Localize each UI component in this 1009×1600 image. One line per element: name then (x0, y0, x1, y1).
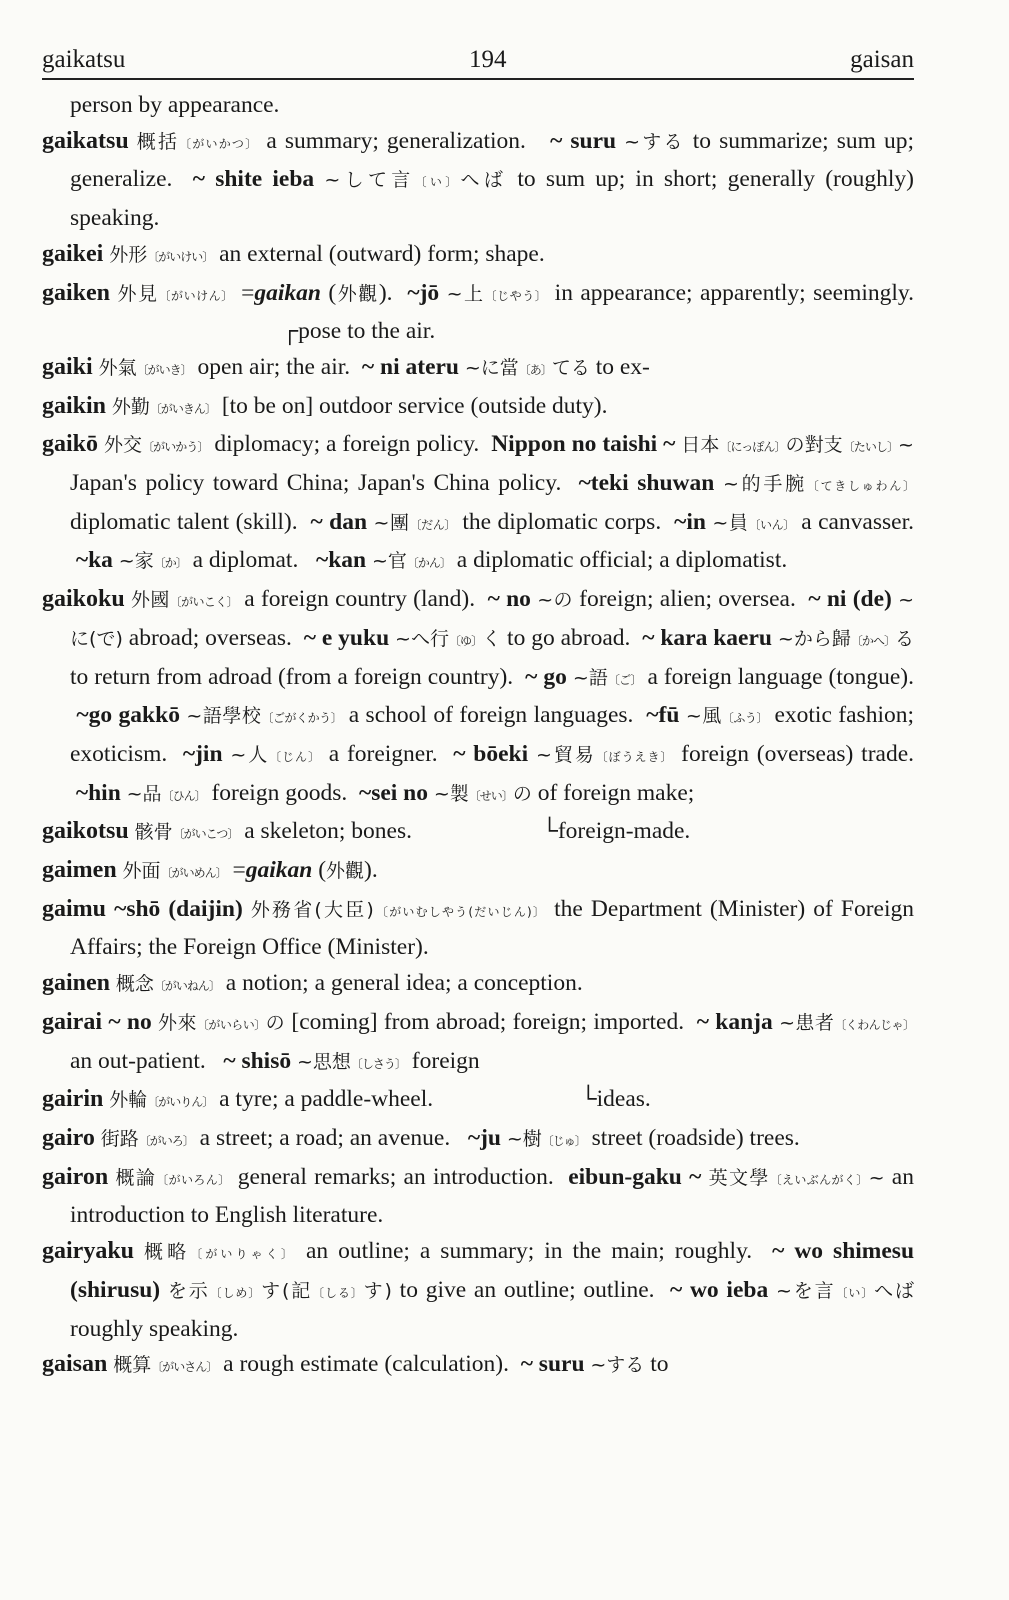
definition: 外氣〔がいき〕 open air; the air. ~ ni ateru ~に當〔あ〕てる to ex- (98, 353, 650, 380)
definition: 外輪〔がいりん〕 a tyre; a paddle-wheel. └ideas. (109, 1086, 651, 1113)
header-rule (42, 78, 914, 80)
dictionary-entry (42, 1005, 914, 1082)
headword: gaikotsu (42, 818, 129, 845)
definition: 外交〔がいかう〕 diplomacy; a foreign policy. Nippon no taishi ~ 日本〔にっぽん〕の對支〔たいし〕~ Japan's policy toward China; Japan's China policy. ~teki shuwan ~的手腕〔てきしゅわん〕 diplomatic talent (skill). ~ dan ~團〔だん〕 the diplomatic corps. ~in ~員〔いん〕 a canvasser. ~ka ~家〔か〕 a diplomat. ~kan ~官〔かん〕 a diplomatic official; a diplomatist. (70, 431, 914, 574)
headword: gaikatsu (42, 127, 129, 154)
definition: 外國〔がいこく〕 a foreign country (land). ~ no ~の foreign; alien; oversea. ~ ni (de) ~に(で) abroad; overseas. ~ e yuku ~へ行〔ゆ〕く to go abroad. ~ kara kaeru ~から歸〔かへ〕る to return from adroad (from a foreign country). ~ go ~語〔ご〕 a foreign language (tongue). ~go gakkō ~語學校〔ごがくかう〕 a school of foreign languages. ~fū ~風〔ふう〕 exotic fashion; exoticism. ~jin ~人〔じん〕 a foreigner. ~ bōeki ~貿易〔ぼうえき〕 foreign (overseas) trade. ~hin ~品〔ひん〕 foreign goods. ~sei no ~製〔せい〕の of foreign make; (70, 586, 915, 806)
headword: gaimu (42, 895, 107, 922)
dictionary-entry (42, 853, 914, 892)
headword: gaisan (42, 1351, 108, 1378)
definition: 外形〔がいけい〕 an external (outward) form; shape. (109, 240, 545, 267)
headword: gairai (42, 1008, 102, 1035)
dictionary-entry (42, 892, 914, 966)
dictionary-entry (42, 276, 914, 350)
definition: 外見〔がいけん〕 =gaikan (外觀). ~jō ~上〔じやう〕 in appearance; apparently; seemingly. ┌pose to the air. (70, 279, 915, 345)
definition: 外勤〔がいきん〕 [to be on] outdoor service (outside duty). (111, 392, 608, 419)
definition: 概略〔がいりゃく〕 an outline; a summary; in the main; roughly. ~ wo shimesu (shirusu) を示〔しめ〕す(記〔しる〕す) to give an outline; outline. ~ wo ieba ~を言〔い〕へば roughly speaking. (70, 1238, 915, 1342)
header-right-guide-word: gaisan (850, 46, 914, 73)
dictionary-entry (42, 1082, 914, 1121)
headword: gaimen (42, 857, 117, 884)
dictionary-entry (42, 582, 914, 814)
dictionary-entry (42, 237, 914, 276)
dictionary-entry (42, 1234, 914, 1347)
page-header (42, 38, 914, 74)
headword: gaikoku (42, 586, 125, 613)
definition: person by appearance. (70, 92, 280, 118)
dictionary-entry (42, 124, 914, 237)
definition: 外面〔がいめん〕 =gaikan (外觀). (122, 857, 378, 884)
headword: gaikō (42, 431, 99, 458)
entry-continuation (42, 88, 914, 124)
dictionary-entry (42, 966, 914, 1005)
dictionary-entry (42, 1347, 914, 1386)
page-number: 194 (468, 46, 507, 73)
dictionary-entries (42, 88, 914, 1386)
headword: gaiki (42, 353, 93, 380)
definition: 概念〔がいねん〕 a notion; a general idea; a conception. (115, 970, 583, 997)
headword: gaikin (42, 392, 107, 419)
headword: gairon (42, 1163, 109, 1190)
headword: gairyaku (42, 1238, 135, 1265)
headword: gairin (42, 1086, 104, 1113)
dictionary-entry (42, 427, 914, 582)
headword: gaiken (42, 279, 111, 306)
definition: 街路〔がいろ〕 a street; a road; an avenue. ~ju ~樹〔じゅ〕 street (roadside) trees. (100, 1124, 800, 1151)
definition: ~shō (daijin) 外務省(大臣)〔がいむしやう(だいじん)〕 the Department (Minister) of Foreign Affairs; the Foreign Office (Minister). (70, 895, 915, 961)
dictionary-entry (42, 1121, 914, 1160)
dictionary-entry (42, 350, 914, 389)
dictionary-entry (42, 814, 914, 853)
headword: gaikei (42, 240, 104, 267)
dictionary-entry (42, 1160, 914, 1234)
dictionary-entry (42, 389, 914, 428)
headword: gainen (42, 970, 111, 997)
definition: 骸骨〔がいこつ〕 a skeleton; bones. └foreign-made. (134, 818, 691, 845)
headword: gairo (42, 1124, 95, 1151)
definition: 概算〔がいさん〕 a rough estimate (calculation). ~ suru ~する to (113, 1351, 669, 1378)
definition: ~ no 外來〔がいらい〕の [coming] from abroad; foreign; imported. ~ kanja ~患者〔くわんじゃ〕 an out-patient. ~ shisō ~思想〔しさう〕 foreign (70, 1008, 915, 1074)
definition: 概論〔がいろん〕 general remarks; an introduction. eibun-gaku ~ 英文學〔えいぶんがく〕~ an introduction to English literature. (70, 1163, 914, 1229)
definition: 概括〔がいかつ〕 a summary; generalization. ~ suru ~する to summarize; sum up; generalize. ~ shite ieba ~して言〔い〕へば to sum up; in short; generally (roughly) speaking. (70, 127, 915, 232)
header-left-guide-word: gaikatsu (42, 46, 126, 73)
